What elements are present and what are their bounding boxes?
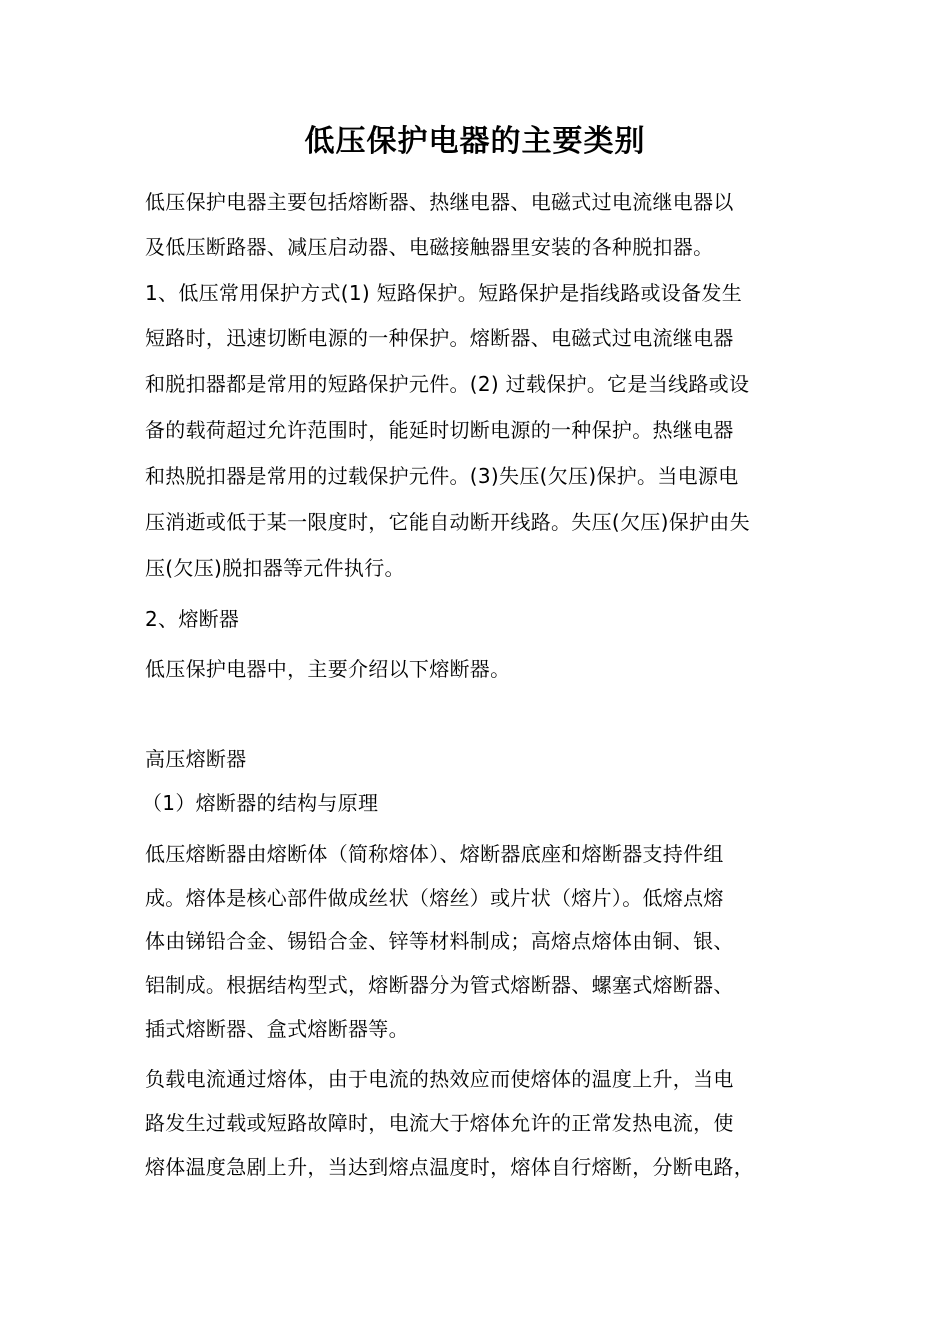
- body-line: 及低压断路器、减压启动器、电磁接触器里安装的各种脱扣器。: [145, 235, 714, 259]
- body-line: 路发生过载或短路故障时，电流大于熔体允许的正常发热电流，使: [145, 1111, 734, 1135]
- body-line: 和脱扣器都是常用的短路保护元件。(2) 过载保护。它是当线路或设: [145, 372, 750, 396]
- section-heading: 2、熔断器: [145, 607, 240, 631]
- body-line: 压消逝或低于某一限度时，它能自动断开线路。失压(欠压)保护由失: [145, 510, 750, 534]
- body-line: 负载电流通过熔体，由于电流的热效应而使熔体的温度上升，当电: [145, 1067, 734, 1091]
- body-line: 和热脱扣器是常用的过载保护元件。(3)失压(欠压)保护。当电源电: [145, 464, 739, 488]
- body-line: 低压熔断器由熔断体（简称熔体）、熔断器底座和熔断器支持件组: [145, 842, 724, 866]
- section-heading: 高压熔断器: [145, 747, 247, 771]
- body-line: 短路时，迅速切断电源的一种保护。熔断器、电磁式过电流继电器: [145, 326, 734, 350]
- body-line: 低压保护电器中，主要介绍以下熔断器。: [145, 657, 511, 681]
- body-line: 1、低压常用保护方式(1) 短路保护。短路保护是指线路或设备发生: [145, 281, 743, 305]
- body-line: 铝制成。根据结构型式，熔断器分为管式熔断器、螺塞式熔断器、: [145, 973, 734, 997]
- body-line: 压(欠压)脱扣器等元件执行。: [145, 556, 405, 580]
- body-line: 熔体温度急剧上升，当达到熔点温度时，熔体自行熔断，分断电路，: [145, 1155, 754, 1179]
- page-title: 低压保护电器的主要类别: [304, 124, 646, 159]
- body-line: 体由锑铅合金、锡铅合金、锌等材料制成；高熔点熔体由铜、银、: [145, 929, 734, 953]
- body-line: 成。熔体是核心部件做成丝状（熔丝）或片状（熔片）。低熔点熔: [145, 886, 724, 910]
- body-line: 插式熔断器、盒式熔断器等。: [145, 1017, 409, 1041]
- body-line: 备的载荷超过允许范围时，能延时切断电源的一种保护。热继电器: [145, 418, 734, 442]
- body-line: 低压保护电器主要包括熔断器、热继电器、电磁式过电流继电器以: [145, 190, 734, 214]
- subsection-heading: （1）熔断器的结构与原理: [142, 791, 379, 815]
